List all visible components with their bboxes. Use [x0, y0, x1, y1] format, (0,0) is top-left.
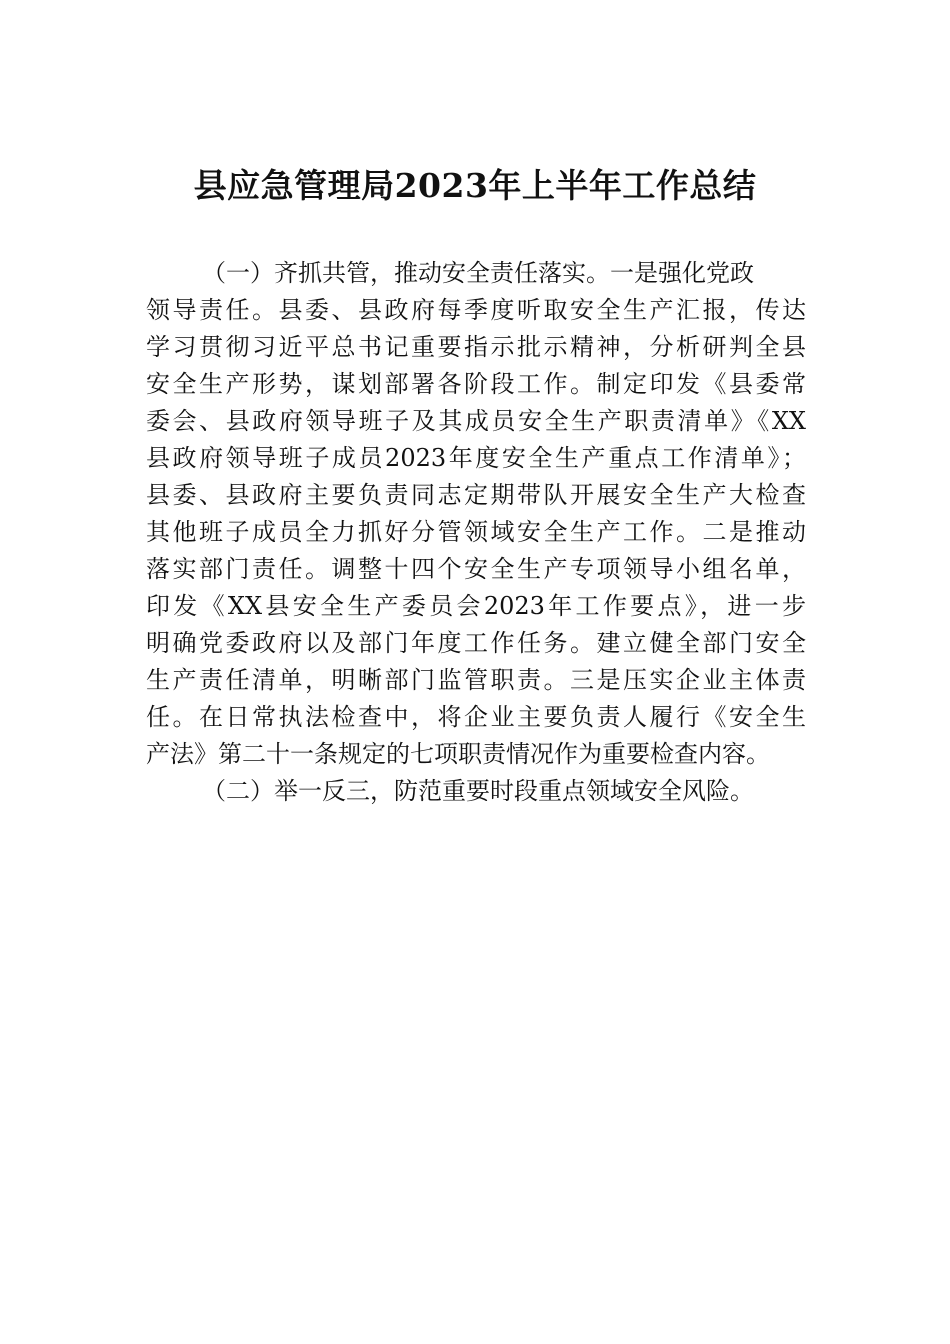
- paragraph-1-line: 领导责任。县委、县政府每季度听取安全生产汇报，传达: [146, 296, 806, 324]
- paragraph-1-line: 其他班子成员全力抓好分管领域安全生产工作。二是推动: [146, 518, 806, 546]
- paragraph-1-line: 任。在日常执法检查中，将企业主要负责人履行《安全生: [146, 703, 806, 731]
- document-body: [146, 255, 806, 810]
- paragraph-1-line: 落实部门责任。调整十四个安全生产专项领导小组名单，: [146, 555, 806, 583]
- paragraph-1-line: 学习贯彻习近平总书记重要指示批示精神，分析研判全县: [146, 333, 806, 361]
- paragraph-1-line: 生产责任清单，明晰部门监管职责。三是压实企业主体责: [146, 666, 806, 694]
- paragraph-1-line: 产法》第二十一条规定的七项职责情况作为重要检查内容。: [146, 740, 770, 768]
- paragraph-1-line: 县委、县政府主要负责同志定期带队开展安全生产大检查: [146, 481, 806, 509]
- paragraph-1-line: 安全生产形势，谋划部署各阶段工作。制定印发《县委常: [146, 370, 806, 398]
- paragraph-1-line: （一）齐抓共管，推动安全责任落实。一是强化党政: [202, 259, 754, 287]
- paragraph-1-line: 印发《XX县安全生产委员会2023年工作要点》，进一步: [146, 592, 806, 620]
- paragraph-1-line: 县政府领导班子成员2023年度安全生产重点工作清单》；: [146, 444, 806, 472]
- paragraph-1-line: 委会、县政府领导班子及其成员安全生产职责清单》《XX: [146, 407, 806, 435]
- section-heading-2: （二）举一反三，防范重要时段重点领域安全风险。: [202, 777, 754, 805]
- paragraph-1-line: 明确党委政府以及部门年度工作任务。建立健全部门安全: [146, 629, 806, 657]
- document-title: 县应急管理局2023年上半年工作总结: [193, 166, 757, 205]
